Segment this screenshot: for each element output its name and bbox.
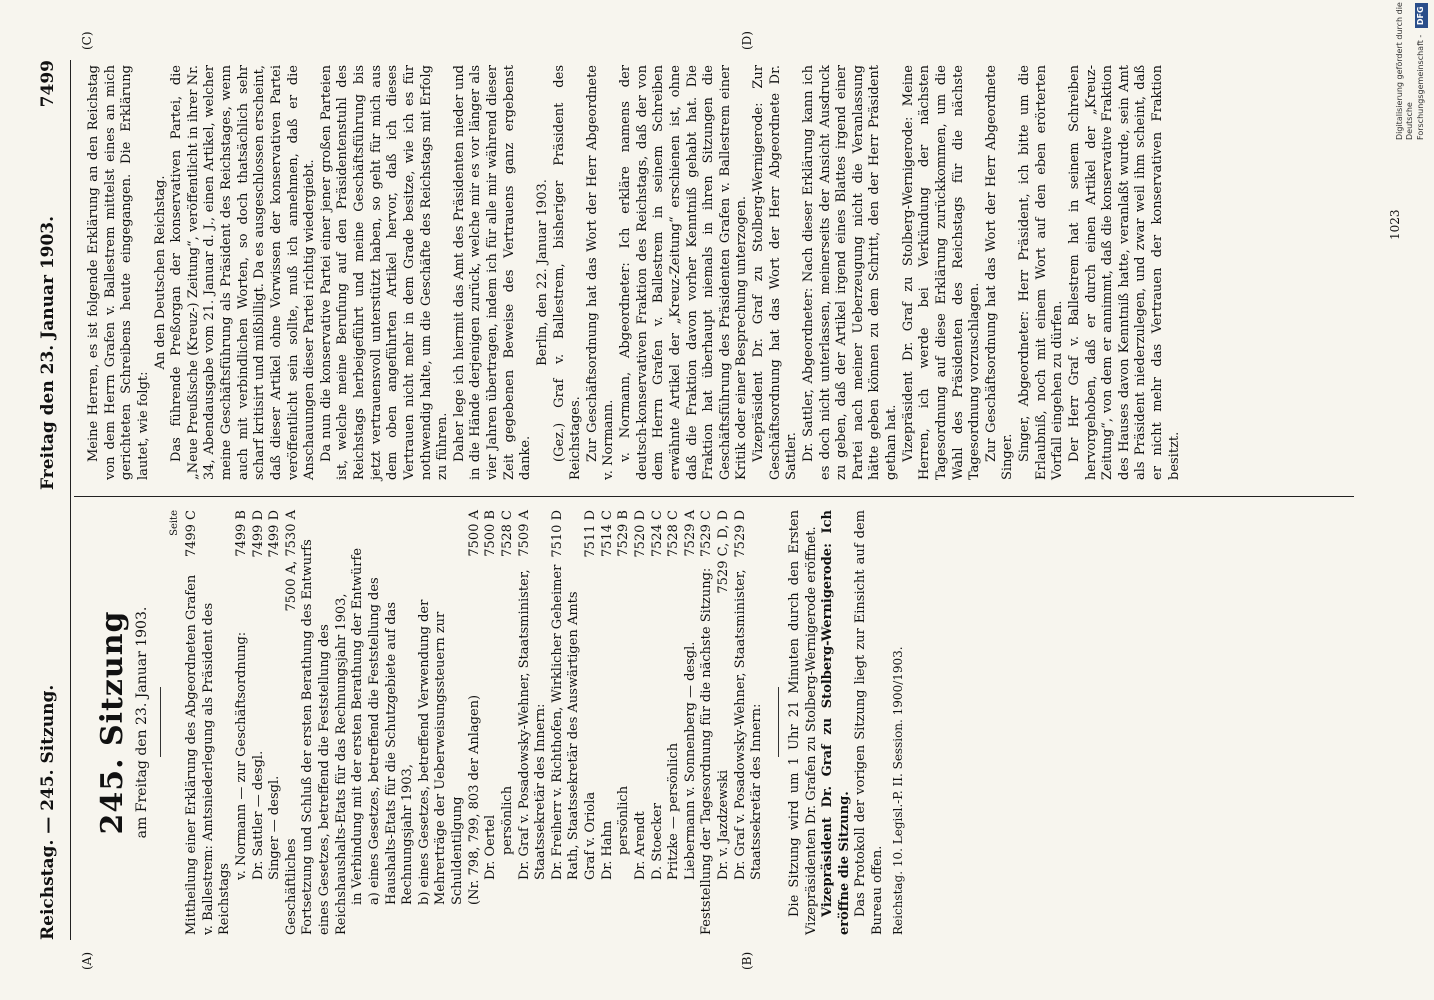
session-title: 245. Sitzung [95, 610, 130, 835]
dfg-logo: DFG [1415, 3, 1427, 28]
page-header [38, 60, 64, 940]
toc-entry [467, 510, 484, 935]
margin-letter-a: (A) [80, 951, 94, 970]
speech-paragraph: (Gez.) Graf v. Ballestrem, bisheriger Präsident des Reichstages. [551, 65, 584, 480]
toc-entry-text: Dr. Graf v. Posadowsky-Wehner, Staatsminister, Staatssekretär des Innern: [516, 569, 549, 880]
margin-letter-c: (C) [80, 31, 94, 50]
seite-label: Seite [169, 510, 181, 536]
margin-letter-b: (B) [740, 951, 754, 970]
toc-entry-text: Liebermann v. Sonnenberg — desgl. [682, 641, 698, 880]
dfg-notice [1395, 0, 1426, 140]
toc-entry [517, 510, 550, 935]
toc-entry [417, 510, 467, 935]
toc-entry-text: persönlich [499, 785, 515, 855]
session-subtitle: am Freitag den 23. Januar 1903. [134, 606, 151, 839]
header-left: Reichstag. — 245. Sitzung. [38, 684, 58, 940]
protokoll-line: Das Protokoll der vorigen Sitzung liegt zur Einsicht auf dem Bureau offen. [853, 510, 886, 935]
toc-entry-text: Singer — desgl. [267, 775, 283, 880]
speech-paragraph: Daher lege ich hiermit das Amt des Präsidenten nieder und in die Hände derjenigen zurück, welche mir es vor länger als vier Jahren übertragen, indem ich für alle mir während dieser Zeit gegebenen Beweise des Vertrauens ganz ergebenst danke. [451, 65, 534, 480]
toc-entry-page: 7500 A, 7530 A [283, 510, 299, 612]
toc-entry-text: persönlich [616, 785, 632, 855]
toc-entry [633, 510, 650, 935]
toc-entry [267, 510, 284, 935]
header-date: Freitag den 23. Januar 1903. [38, 215, 58, 490]
toc-entry [683, 510, 700, 935]
page-number: 7499 [38, 60, 58, 108]
toc-entry [650, 510, 667, 935]
toc-entry [367, 510, 417, 935]
toc-entry [251, 510, 268, 935]
toc-entry-page: 7528 C [499, 510, 515, 558]
toc-entry-text: v. Normann — zur Geschäftsordnung: [233, 631, 249, 880]
speech-paragraph: v. Normann, Abgeordneter: Ich erkläre namens der deutsch-konservativen Fraktion des Reichstags, daß der von dem Herrn Grafen v. Ballestrem in seinem Schreiben erwähnte Artikel der „Kreuz-Zeitung“ erschienen ist, ohne daß die Fraktion davon vorher Kenntniß gehabt hat. Die Fraktion hat überhaupt niemals in ihren Sitzungen die Geschäftsführung des Präsidenten Grafen v. Ballestrem einer Kritik oder einer Besprechung unterzogen. [618, 65, 750, 480]
toc-entry-page: 7511 D [583, 510, 599, 558]
toc-entry-page: 7499 D [250, 510, 266, 558]
speech-paragraph: Der Herr Graf v. Ballestrem hat in seinem Schreiben hervorgehoben, daß er durch einen Artikel der „Kreuz-Zeitung“, von dem er annimmt, daß die konservative Fraktion des Hauses davon Kenntniß hatte, veranlaßt wurde, sein Amt als Präsident niederzulegen, und zwar weil ihm scheint, daß er nicht mehr das Vertrauen der konservativen Fraktion besitzt. [1066, 65, 1182, 480]
toc-end-rule [778, 688, 779, 758]
toc-entry [500, 510, 517, 935]
speech-paragraph: Berlin, den 22. Januar 1903. [534, 179, 550, 366]
toc-entry [600, 510, 617, 935]
toc-entry [184, 510, 234, 935]
toc-entry-page: 7500 B [483, 510, 499, 557]
right-column [86, 65, 1183, 480]
dfg-text: Digitalisierung gefördert durch die Deutsche Forschungsgemeinschaft - [1395, 2, 1426, 140]
toc-entry-text: a) eines Gesetzes, betreffend die Feststellung des Haushalts-Etats für die Schutzgebiete auf das Rechnungsjahr 1903, [366, 577, 416, 905]
toc-entry-text: Feststellung der Tagesordnung für die nächste Sitzung: [699, 567, 715, 935]
toc-entry [483, 510, 500, 935]
toc-entry-page: 7500 A [466, 510, 482, 557]
speech-paragraph: Singer, Abgeordneter: Herr Präsident, ich bitte um die Erlaubniß, noch mit einem Wort auf den eben erörterten Vorfall eingehen zu dürfen. [1017, 65, 1066, 480]
right-paragraphs [86, 65, 1183, 480]
toc-entry [716, 510, 733, 935]
toc-entry-page: 7514 C [599, 510, 615, 558]
margin-letter-d: (D) [740, 31, 754, 50]
footer-number: 1023 [1388, 209, 1402, 240]
opening-paragraph: Die Sitzung wird um 1 Uhr 21 Minuten durch den Ersten Vizepräsidenten Dr. Grafen zu Stolberg-Wernigerode eröffnet. [786, 510, 819, 935]
toc-entry-text: Geschäftliches [283, 838, 299, 935]
toc-entry-page: 7529 C, D, D [716, 510, 732, 594]
toc-entry-text: Dr. Freiherr v. Richthofen, Wirklicher Geheimer Rath, Staatssekretär des Auswärtigen Amts [549, 564, 582, 880]
speech-paragraph: Meine Herren, es ist folgende Erklärung an den Reichstag von dem Herrn Grafen v. Ballestrem mittelst eines an mich gerichteten Schreibens heute eingegangen. Die Erklärung lautet, wie folgt: [86, 65, 151, 480]
toc-entry-text: Dr. Oertel [483, 814, 499, 880]
toc-entry [666, 510, 683, 935]
toc-entry-text: Dr. Graf v. Posadowsky-Wehner, Staatsminister, Staatssekretär des Innern: [732, 569, 765, 880]
toc-entry-text: Dr. v. Jazdzewski [716, 769, 732, 880]
toc-entry-text: Dr. Hahn [599, 820, 615, 880]
toc-entry-page: 7524 C [649, 510, 665, 558]
toc-entry-text: b) eines Gesetzes, betreffend Verwendung der Mehrerträge der Ueberweisungssteuern zur Schuldentilgung [416, 599, 466, 905]
toc-entry-page: 7529 C [699, 510, 715, 558]
toc-entry-page: 7510 D [549, 510, 565, 558]
toc-entry-page: 7499 C [184, 510, 200, 558]
toc-entry-text: Pritzke — persönlich [666, 742, 682, 880]
table-of-contents [184, 510, 766, 935]
speech-paragraph: Das führende Preßorgan der konservativen Partei, die „Neue Preußische (Kreuz-) Zeitung“, veröffentlicht in ihrer Nr. 34, Abendausgabe vom 21. Januar d. J., einen Artikel, welcher meine Geschäftsführung als Präsident des Reichstages, wenn auch mit verbindlichen Worten, so doch thatsächlich sehr scharf kritisirt und mißbilligt. Da es ausgeschlossen erscheint, daß dieser Artikel ohne Vorwissen der konservativen Partei veröffentlicht sein sollte, muß ich annehmen, daß er die Anschauungen dieser Partei richtig wiedergiebt. [169, 65, 318, 480]
session-note: Reichstag. 10. Legisl.-P. II. Session. 1900/1903. [890, 646, 905, 935]
left-column [86, 510, 906, 935]
speech-paragraph: Zur Geschäftsordnung hat das Wort der Herr Abgeordnete Singer. [983, 65, 1016, 480]
speech-paragraph: An den Deutschen Reichstag. [152, 175, 168, 370]
toc-entry-text: (Nr. 798, 799, 803 der Anlagen) [466, 694, 482, 905]
toc-entry-text: Fortsetzung und Schluß der ersten Berathung des Entwurfs eines Gesetzes, betreffend die Feststellung des Reichshaushalts-Etats für das Rechnungsjahr 1903, [300, 539, 349, 935]
toc-entry-text: Dr. Arendt [632, 811, 648, 880]
header-rule [70, 60, 71, 940]
toc-entry [300, 510, 350, 935]
toc-entry-page: 7499 B [233, 510, 249, 557]
speech-paragraph: Vizepräsident Dr. Graf zu Stolberg-Wernigerode: Zur Geschäftsordnung hat das Wort der Herr Abgeordnete Dr. Sattler. [751, 65, 800, 480]
toc-entry-page: 7528 C [666, 510, 682, 558]
toc-entry-page: 7529 D [732, 510, 748, 558]
toc-entry-page: 7529 A [682, 510, 698, 557]
speech-paragraph: Da nun die konservative Partei einer jener großen Parteien ist, welche meine Berufung auf den Präsidentenstuhl des Reichstags herbeigeführt und meine Geschäftsführung bis jetzt vertrauensvoll unterstützt haben, so geht für mich aus dem oben angeführten Artikel hervor, daß ich dieses Vertrauen nicht mehr in dem Grade besitze, wie ich es für nothwendig halte, um die Geschäfte des Reichstags mit Erfolg zu führen. [318, 65, 451, 480]
title-rule [160, 688, 161, 758]
speech-paragraph: Dr. Sattler, Abgeordneter: Nach dieser Erklärung kann ich es doch nicht unterlassen, meinerseits der Ansicht Ausdruck zu geben, daß der Artikel irgend eines Blattes irgend einer Partei nach meiner Ueberzeugung nicht die Veranlassung hätte geben können zu dem Schritt, den der Herr Präsident gethan hat. [800, 65, 899, 480]
toc-entry [284, 510, 301, 935]
column-rule [74, 496, 1354, 497]
toc-entry-text: Dr. Sattler — desgl. [250, 750, 266, 880]
toc-entry-page: 7529 B [616, 510, 632, 557]
toc-entry [234, 510, 251, 935]
speech-paragraph: Vizepräsident Dr. Graf zu Stolberg-Wernigerode: Meine Herren, ich werde bei Verkündung der nächsten Tagesordnung auf diese Erklärung zurückkommen, um die Wahl des Präsidenten des Reichstags für die nächste Tagesordnung vorzuschlagen. [900, 65, 983, 480]
vp-opening-line: Vizepräsident Dr. Graf zu Stolberg-Wernigerode: Ich eröffne die Sitzung. [820, 510, 852, 935]
toc-entry [699, 510, 716, 935]
toc-entry [550, 510, 583, 935]
toc-entry-page: 7499 D [267, 510, 283, 558]
toc-entry-text: D. Stoecker [649, 803, 665, 880]
toc-entry [733, 510, 766, 935]
toc-entry [350, 510, 367, 935]
speech-paragraph: Zur Geschäftsordnung hat das Wort der Herr Abgeordnete v. Normann. [584, 65, 617, 480]
toc-entry-text: Graf v. Oriola [583, 791, 599, 880]
toc-entry [616, 510, 633, 935]
toc-entry-page: 7520 D [632, 510, 648, 558]
toc-entry-text: in Verbindung mit der ersten Berathung der Entwürfe [350, 547, 366, 905]
toc-entry-text: Mittheilung einer Erklärung des Abgeordneten Grafen v. Ballestrem: Amtsniederlegung als Präsident des Reichstags [184, 574, 233, 935]
toc-entry-page: 7509 A [516, 510, 532, 557]
toc-entry [583, 510, 600, 935]
